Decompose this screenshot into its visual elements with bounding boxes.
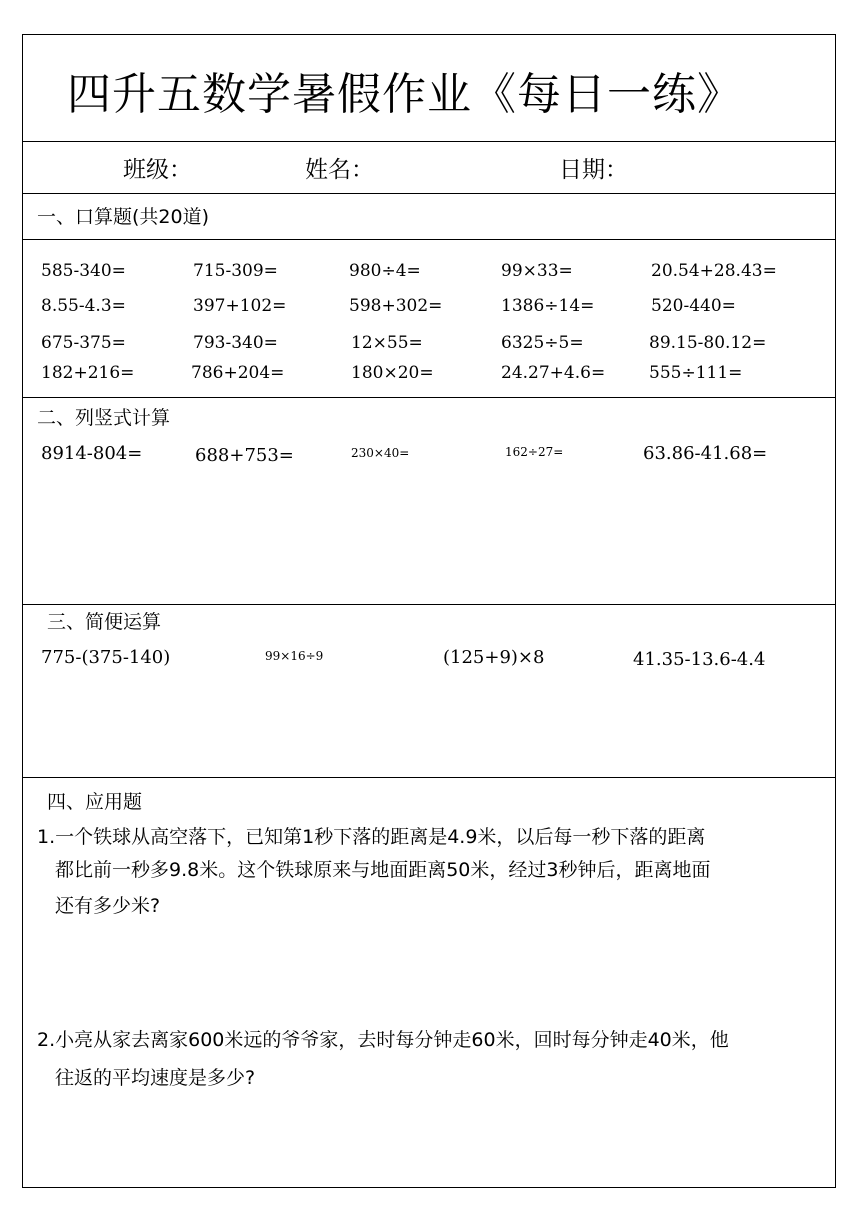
vertical-calc-item: 688+753= xyxy=(195,445,294,466)
simplified-calc-item: 99×16÷9 xyxy=(265,649,324,663)
mental-math-item: 6325÷5= xyxy=(501,333,584,353)
mental-math-item: 180×20= xyxy=(351,363,434,383)
mental-math-item: 89.15-80.12= xyxy=(649,333,767,353)
mental-math-item: 555÷111= xyxy=(649,363,743,383)
mental-math-item: 520-440= xyxy=(651,296,736,316)
mental-math-item: 8.55-4.3= xyxy=(41,296,126,316)
vertical-calc-item: 162÷27= xyxy=(505,445,564,459)
mental-math-item: 585-340= xyxy=(41,261,126,281)
vertical-calc-item: 63.86-41.68= xyxy=(643,443,768,464)
mental-math-item: 786+204= xyxy=(191,363,285,383)
mental-math-item: 99×33= xyxy=(501,261,573,281)
divider xyxy=(23,239,835,240)
mental-math-item: 793-340= xyxy=(193,333,278,353)
word-problem-line: 1.一个铁球从高空落下，已知第1秒下落的距离是4.9米，以后每一秒下落的距离 xyxy=(37,826,706,848)
divider xyxy=(23,193,835,194)
worksheet xyxy=(22,34,836,1188)
divider xyxy=(23,141,835,142)
word-problem-line: 还有多少米? xyxy=(55,895,161,917)
section-heading-simplified-calc: 三、简便运算 xyxy=(47,611,162,633)
simplified-calc-item: 775-(375-140) xyxy=(41,647,171,668)
divider xyxy=(23,777,835,778)
mental-math-item: 24.27+4.6= xyxy=(501,363,606,383)
simplified-calc-item: 41.35-13.6-4.4 xyxy=(633,649,766,670)
word-problem-line: 都比前一秒多9.8米。这个铁球原来与地面距离50米，经过3秒钟后，距离地面 xyxy=(55,859,711,881)
word-problem-line: 往返的平均速度是多少? xyxy=(55,1067,256,1089)
class-label: 班级： xyxy=(123,157,192,183)
mental-math-item: 675-375= xyxy=(41,333,126,353)
mental-math-item: 1386÷14= xyxy=(501,296,595,316)
name-label: 姓名： xyxy=(305,157,374,183)
mental-math-item: 12×55= xyxy=(351,333,423,353)
mental-math-item: 980÷4= xyxy=(349,261,421,281)
mental-math-item: 20.54+28.43= xyxy=(651,261,777,281)
vertical-calc-item: 8914-804= xyxy=(41,443,143,464)
section-heading-mental-math: 一、口算题(共20道) xyxy=(37,206,210,228)
divider xyxy=(23,397,835,398)
section-heading-vertical-calc: 二、列竖式计算 xyxy=(37,407,171,429)
mental-math-item: 397+102= xyxy=(193,296,287,316)
mental-math-item: 182+216= xyxy=(41,363,135,383)
page-title: 四升五数学暑假作业《每日一练》 xyxy=(67,69,742,120)
date-label: 日期： xyxy=(559,157,628,183)
mental-math-item: 598+302= xyxy=(349,296,443,316)
mental-math-item: 715-309= xyxy=(193,261,278,281)
word-problem-line: 2.小亮从家去离家600米远的爷爷家，去时每分钟走60米，回时每分钟走40米，他 xyxy=(37,1029,729,1051)
vertical-calc-item: 230×40= xyxy=(351,446,410,460)
simplified-calc-item: (125+9)×8 xyxy=(443,647,545,668)
divider xyxy=(23,604,835,605)
section-heading-word-problems: 四、应用题 xyxy=(47,791,143,813)
